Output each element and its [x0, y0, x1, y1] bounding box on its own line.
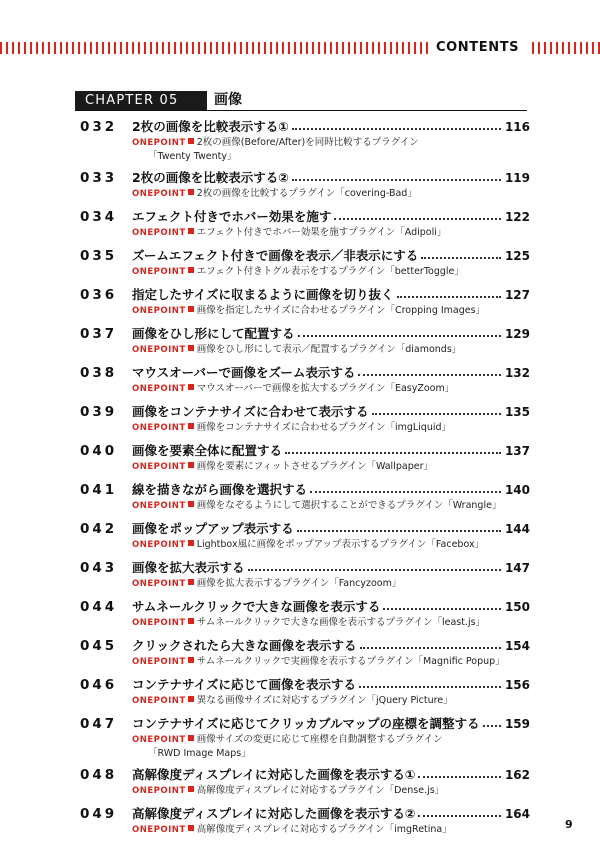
- toc-entry[interactable]: [80, 559, 530, 591]
- toc-entry-main: [80, 286, 530, 304]
- onepoint-text: マウスオーバーで画像を拡大するプラグイン「EasyZoom」: [196, 383, 455, 394]
- entry-page-number: 140: [504, 483, 530, 497]
- onepoint-text: Lightbox風に画像をポップアップ表示するプラグイン「Facebox」: [196, 539, 485, 550]
- square-bullet-icon: [188, 735, 194, 741]
- onepoint-label: ONEPOINT: [132, 501, 186, 511]
- square-bullet-icon: [188, 696, 194, 702]
- entry-onepoint: [132, 655, 530, 669]
- square-bullet-icon: [188, 345, 194, 351]
- toc-entry[interactable]: [80, 118, 530, 163]
- onepoint-label: ONEPOINT: [132, 189, 186, 199]
- entry-number: 039: [80, 404, 118, 420]
- entry-onepoint: [132, 343, 530, 357]
- onepoint-label: ONEPOINT: [132, 657, 186, 667]
- entry-onepoint: [132, 265, 530, 279]
- entry-onepoint: [132, 226, 530, 240]
- entry-number: 037: [80, 326, 118, 342]
- toc-entry[interactable]: [80, 325, 530, 357]
- toc-entry[interactable]: [80, 520, 530, 552]
- toc-entry[interactable]: [80, 403, 530, 435]
- toc-entry-main: [80, 805, 530, 823]
- entry-page-number: 125: [504, 249, 530, 263]
- entry-onepoint: [132, 304, 530, 318]
- entry-title: 2枚の画像を比較表示する②: [132, 170, 289, 185]
- toc-entry-main: [80, 559, 530, 577]
- onepoint-text: 画像サイズの変更に応じて座標を自動調整するプラグイン: [196, 734, 443, 745]
- square-bullet-icon: [188, 657, 194, 663]
- dot-leader: [292, 128, 501, 130]
- toc-entry-main: [80, 481, 530, 499]
- entry-number: 048: [80, 767, 118, 783]
- entry-title: 画像をコンテナサイズに合わせて表示する: [132, 404, 369, 419]
- header-stripes-right: [532, 42, 600, 54]
- dot-leader: [359, 686, 501, 688]
- square-bullet-icon: [188, 618, 194, 624]
- toc-entry[interactable]: [80, 481, 530, 513]
- entry-page-number: 156: [504, 678, 530, 692]
- toc-entry[interactable]: [80, 637, 530, 669]
- entry-number: 047: [80, 716, 118, 732]
- entry-onepoint: [132, 823, 530, 837]
- onepoint-text: 画像を拡大表示するプラグイン「Fancyzoom」: [196, 578, 402, 589]
- toc-entry-main: [80, 715, 530, 733]
- onepoint-label: ONEPOINT: [132, 618, 186, 628]
- chapter-label: CHAPTER 05: [75, 91, 207, 110]
- entry-title: 指定したサイズに収まるように画像を切り抜く: [132, 287, 394, 302]
- toc-entry[interactable]: [80, 805, 530, 837]
- entry-page-number: 132: [504, 366, 530, 380]
- onepoint-text: 高解像度ディスプレイに対応するプラグイン「imgRetina」: [196, 824, 452, 835]
- entry-number: 034: [80, 209, 118, 225]
- entry-page-number: 116: [504, 120, 530, 134]
- square-bullet-icon: [188, 384, 194, 390]
- onepoint-label: ONEPOINT: [132, 384, 186, 394]
- entry-page-number: 147: [504, 561, 530, 575]
- entry-title: エフェクト付きでホバー効果を施す: [132, 209, 332, 224]
- onepoint-text: エフェクト付きトグル表示をするプラグイン「betterToggle」: [196, 266, 464, 277]
- dot-leader: [334, 218, 501, 220]
- onepoint-label: ONEPOINT: [132, 696, 186, 706]
- onepoint-text: 画像をなぞるようにして選択することができるプラグイン「Wrangle」: [196, 500, 502, 511]
- entry-onepoint: [132, 694, 530, 708]
- toc-entry-main: [80, 118, 530, 136]
- entry-page-number: 119: [504, 171, 530, 185]
- onepoint-label: ONEPOINT: [132, 228, 186, 238]
- onepoint-text: 画像をコンテナサイズに合わせるプラグイン「imgLiquid」: [196, 422, 452, 433]
- entry-number: 042: [80, 521, 118, 537]
- onepoint-text: エフェクト付きでホバー効果を施すプラグイン「Adipoli」: [196, 227, 447, 238]
- onepoint-text-continued: 「Twenty Twenty」: [148, 151, 237, 162]
- square-bullet-icon: [188, 423, 194, 429]
- square-bullet-icon: [188, 462, 194, 468]
- onepoint-label: ONEPOINT: [132, 825, 186, 835]
- toc-list: [80, 118, 530, 844]
- entry-number: 038: [80, 365, 118, 381]
- entry-title: ズームエフェクト付きで画像を表示／非表示にする: [132, 248, 419, 263]
- square-bullet-icon: [188, 306, 194, 312]
- onepoint-text: 2枚の画像を比較するプラグイン「covering-Bad」: [196, 188, 417, 199]
- dot-leader: [248, 569, 501, 571]
- toc-entry[interactable]: [80, 442, 530, 474]
- dot-leader: [483, 725, 501, 727]
- entry-title: 画像を要素全体に配置する: [132, 443, 283, 458]
- entry-title: 高解像度ディスプレイに対応した画像を表示する②: [132, 806, 416, 821]
- toc-entry-main: [80, 442, 530, 460]
- onepoint-label: ONEPOINT: [132, 138, 186, 148]
- onepoint-text: 異なる画像サイズに対応するプラグイン「jQuery Picture」: [196, 695, 453, 706]
- entry-title: コンテナサイズに応じてクリッカブルマップの座標を調整する: [132, 716, 480, 731]
- dot-leader: [358, 374, 501, 376]
- toc-entry[interactable]: [80, 286, 530, 318]
- toc-entry[interactable]: [80, 766, 530, 798]
- page-number: 9: [565, 818, 573, 831]
- entry-number: 036: [80, 287, 118, 303]
- entry-page-number: 154: [504, 639, 530, 653]
- entry-title: コンテナサイズに応じて画像を表示する: [132, 677, 357, 692]
- entry-onepoint: [132, 187, 530, 201]
- onepoint-text: サムネールクリックで実画像を表示するプラグイン「Magnific Popup」: [196, 656, 505, 667]
- dot-leader: [292, 179, 501, 181]
- dot-leader: [397, 296, 501, 298]
- entry-number: 032: [80, 119, 118, 135]
- entry-page-number: 127: [504, 288, 530, 302]
- square-bullet-icon: [188, 228, 194, 234]
- onepoint-label: ONEPOINT: [132, 306, 186, 316]
- toc-entry-main: [80, 403, 530, 421]
- entry-title: クリックされたら大きな画像を表示する: [132, 638, 357, 653]
- toc-entry-main: [80, 169, 530, 187]
- dot-leader: [421, 257, 501, 259]
- square-bullet-icon: [188, 579, 194, 585]
- entry-number: 045: [80, 638, 118, 654]
- onepoint-label: ONEPOINT: [132, 345, 186, 355]
- onepoint-label: ONEPOINT: [132, 735, 186, 745]
- dot-leader: [285, 452, 501, 454]
- onepoint-label: ONEPOINT: [132, 267, 186, 277]
- entry-number: 041: [80, 482, 118, 498]
- onepoint-text: 画像を要素にフィットさせるプラグイン「Wallpaper」: [196, 461, 433, 472]
- toc-entry-main: [80, 364, 530, 382]
- entry-number: 040: [80, 443, 118, 459]
- toc-entry-main: [80, 325, 530, 343]
- onepoint-label: ONEPOINT: [132, 579, 186, 589]
- entry-title: 線を描きながら画像を選択する: [132, 482, 308, 497]
- entry-onepoint: [132, 421, 530, 435]
- entry-title: マウスオーバーで画像をズーム表示する: [132, 365, 356, 380]
- toc-entry[interactable]: [80, 364, 530, 396]
- entry-title: 高解像度ディスプレイに対応した画像を表示する①: [132, 767, 416, 782]
- onepoint-text: 2枚の画像(Before/After)を同時比較するプラグイン: [196, 137, 419, 148]
- toc-entry[interactable]: [80, 598, 530, 630]
- entry-onepoint: [132, 136, 530, 150]
- entry-page-number: 150: [504, 600, 530, 614]
- dot-leader: [298, 335, 501, 337]
- entry-page-number: 122: [504, 210, 530, 224]
- entry-onepoint: [132, 460, 530, 474]
- entry-number: 035: [80, 248, 118, 264]
- toc-entry[interactable]: [80, 208, 530, 240]
- toc-entry-main: [80, 208, 530, 226]
- entry-page-number: 129: [504, 327, 530, 341]
- dot-leader: [418, 815, 501, 817]
- entry-onepoint: [132, 733, 530, 747]
- toc-entry[interactable]: [80, 676, 530, 708]
- entry-onepoint: [132, 382, 530, 396]
- toc-entry[interactable]: [80, 715, 530, 760]
- onepoint-label: ONEPOINT: [132, 423, 186, 433]
- entry-number: 049: [80, 806, 118, 822]
- entry-number: 043: [80, 560, 118, 576]
- entry-title: 画像を拡大表示する: [132, 560, 245, 575]
- dot-leader: [310, 491, 501, 493]
- entry-onepoint: [132, 784, 530, 798]
- toc-entry-main: [80, 766, 530, 784]
- entry-page-number: 159: [504, 717, 530, 731]
- onepoint-text: 画像を指定したサイズに合わせるプラグイン「Cropping Images」: [196, 305, 486, 316]
- square-bullet-icon: [188, 501, 194, 507]
- entry-page-number: 135: [504, 405, 530, 419]
- onepoint-text-continued: 「RWD Image Maps」: [148, 748, 251, 759]
- toc-entry-main: [80, 247, 530, 265]
- entry-onepoint: [132, 499, 530, 513]
- dot-leader: [383, 608, 501, 610]
- entry-title: サムネールクリックで大きな画像を表示する: [132, 599, 381, 614]
- toc-entry[interactable]: [80, 169, 530, 201]
- square-bullet-icon: [188, 138, 194, 144]
- entry-page-number: 162: [504, 768, 530, 782]
- square-bullet-icon: [188, 189, 194, 195]
- toc-entry-main: [80, 676, 530, 694]
- onepoint-label: ONEPOINT: [132, 462, 186, 472]
- onepoint-label: ONEPOINT: [132, 786, 186, 796]
- entry-number: 033: [80, 170, 118, 186]
- square-bullet-icon: [188, 540, 194, 546]
- dot-leader: [372, 413, 501, 415]
- onepoint-text: サムネールクリックで大きな画像を表示するプラグイン「least.js」: [196, 617, 486, 628]
- entry-page-number: 144: [504, 522, 530, 536]
- onepoint-label: ONEPOINT: [132, 540, 186, 550]
- entry-page-number: 164: [504, 807, 530, 821]
- entry-page-number: 137: [504, 444, 530, 458]
- square-bullet-icon: [188, 267, 194, 273]
- entry-onepoint: [132, 577, 530, 591]
- entry-onepoint: [132, 538, 530, 552]
- entry-onepoint: [132, 616, 530, 630]
- toc-entry[interactable]: [80, 247, 530, 279]
- onepoint-text: 高解像度ディスプレイに対応するプラグイン「Dense.js」: [196, 785, 445, 796]
- dot-leader: [418, 776, 501, 778]
- square-bullet-icon: [188, 786, 194, 792]
- toc-entry-main: [80, 520, 530, 538]
- chapter-heading: [75, 91, 527, 111]
- dot-leader: [297, 530, 501, 532]
- contents-header: [0, 42, 600, 54]
- entry-title: 画像をポップアップ表示する: [132, 521, 294, 536]
- entry-title: 画像をひし形にして配置する: [132, 326, 295, 341]
- dot-leader: [360, 647, 501, 649]
- onepoint-text: 画像をひし形にして表示／配置するプラグイン「diamonds」: [196, 344, 462, 355]
- toc-entry-main: [80, 598, 530, 616]
- toc-entry-main: [80, 637, 530, 655]
- chapter-title: 画像: [214, 92, 242, 108]
- header-stripes-left: [0, 42, 430, 54]
- square-bullet-icon: [188, 825, 194, 831]
- entry-number: 046: [80, 677, 118, 693]
- entry-number: 044: [80, 599, 118, 615]
- entry-title: 2枚の画像を比較表示する①: [132, 119, 289, 134]
- contents-title: CONTENTS: [436, 40, 520, 55]
